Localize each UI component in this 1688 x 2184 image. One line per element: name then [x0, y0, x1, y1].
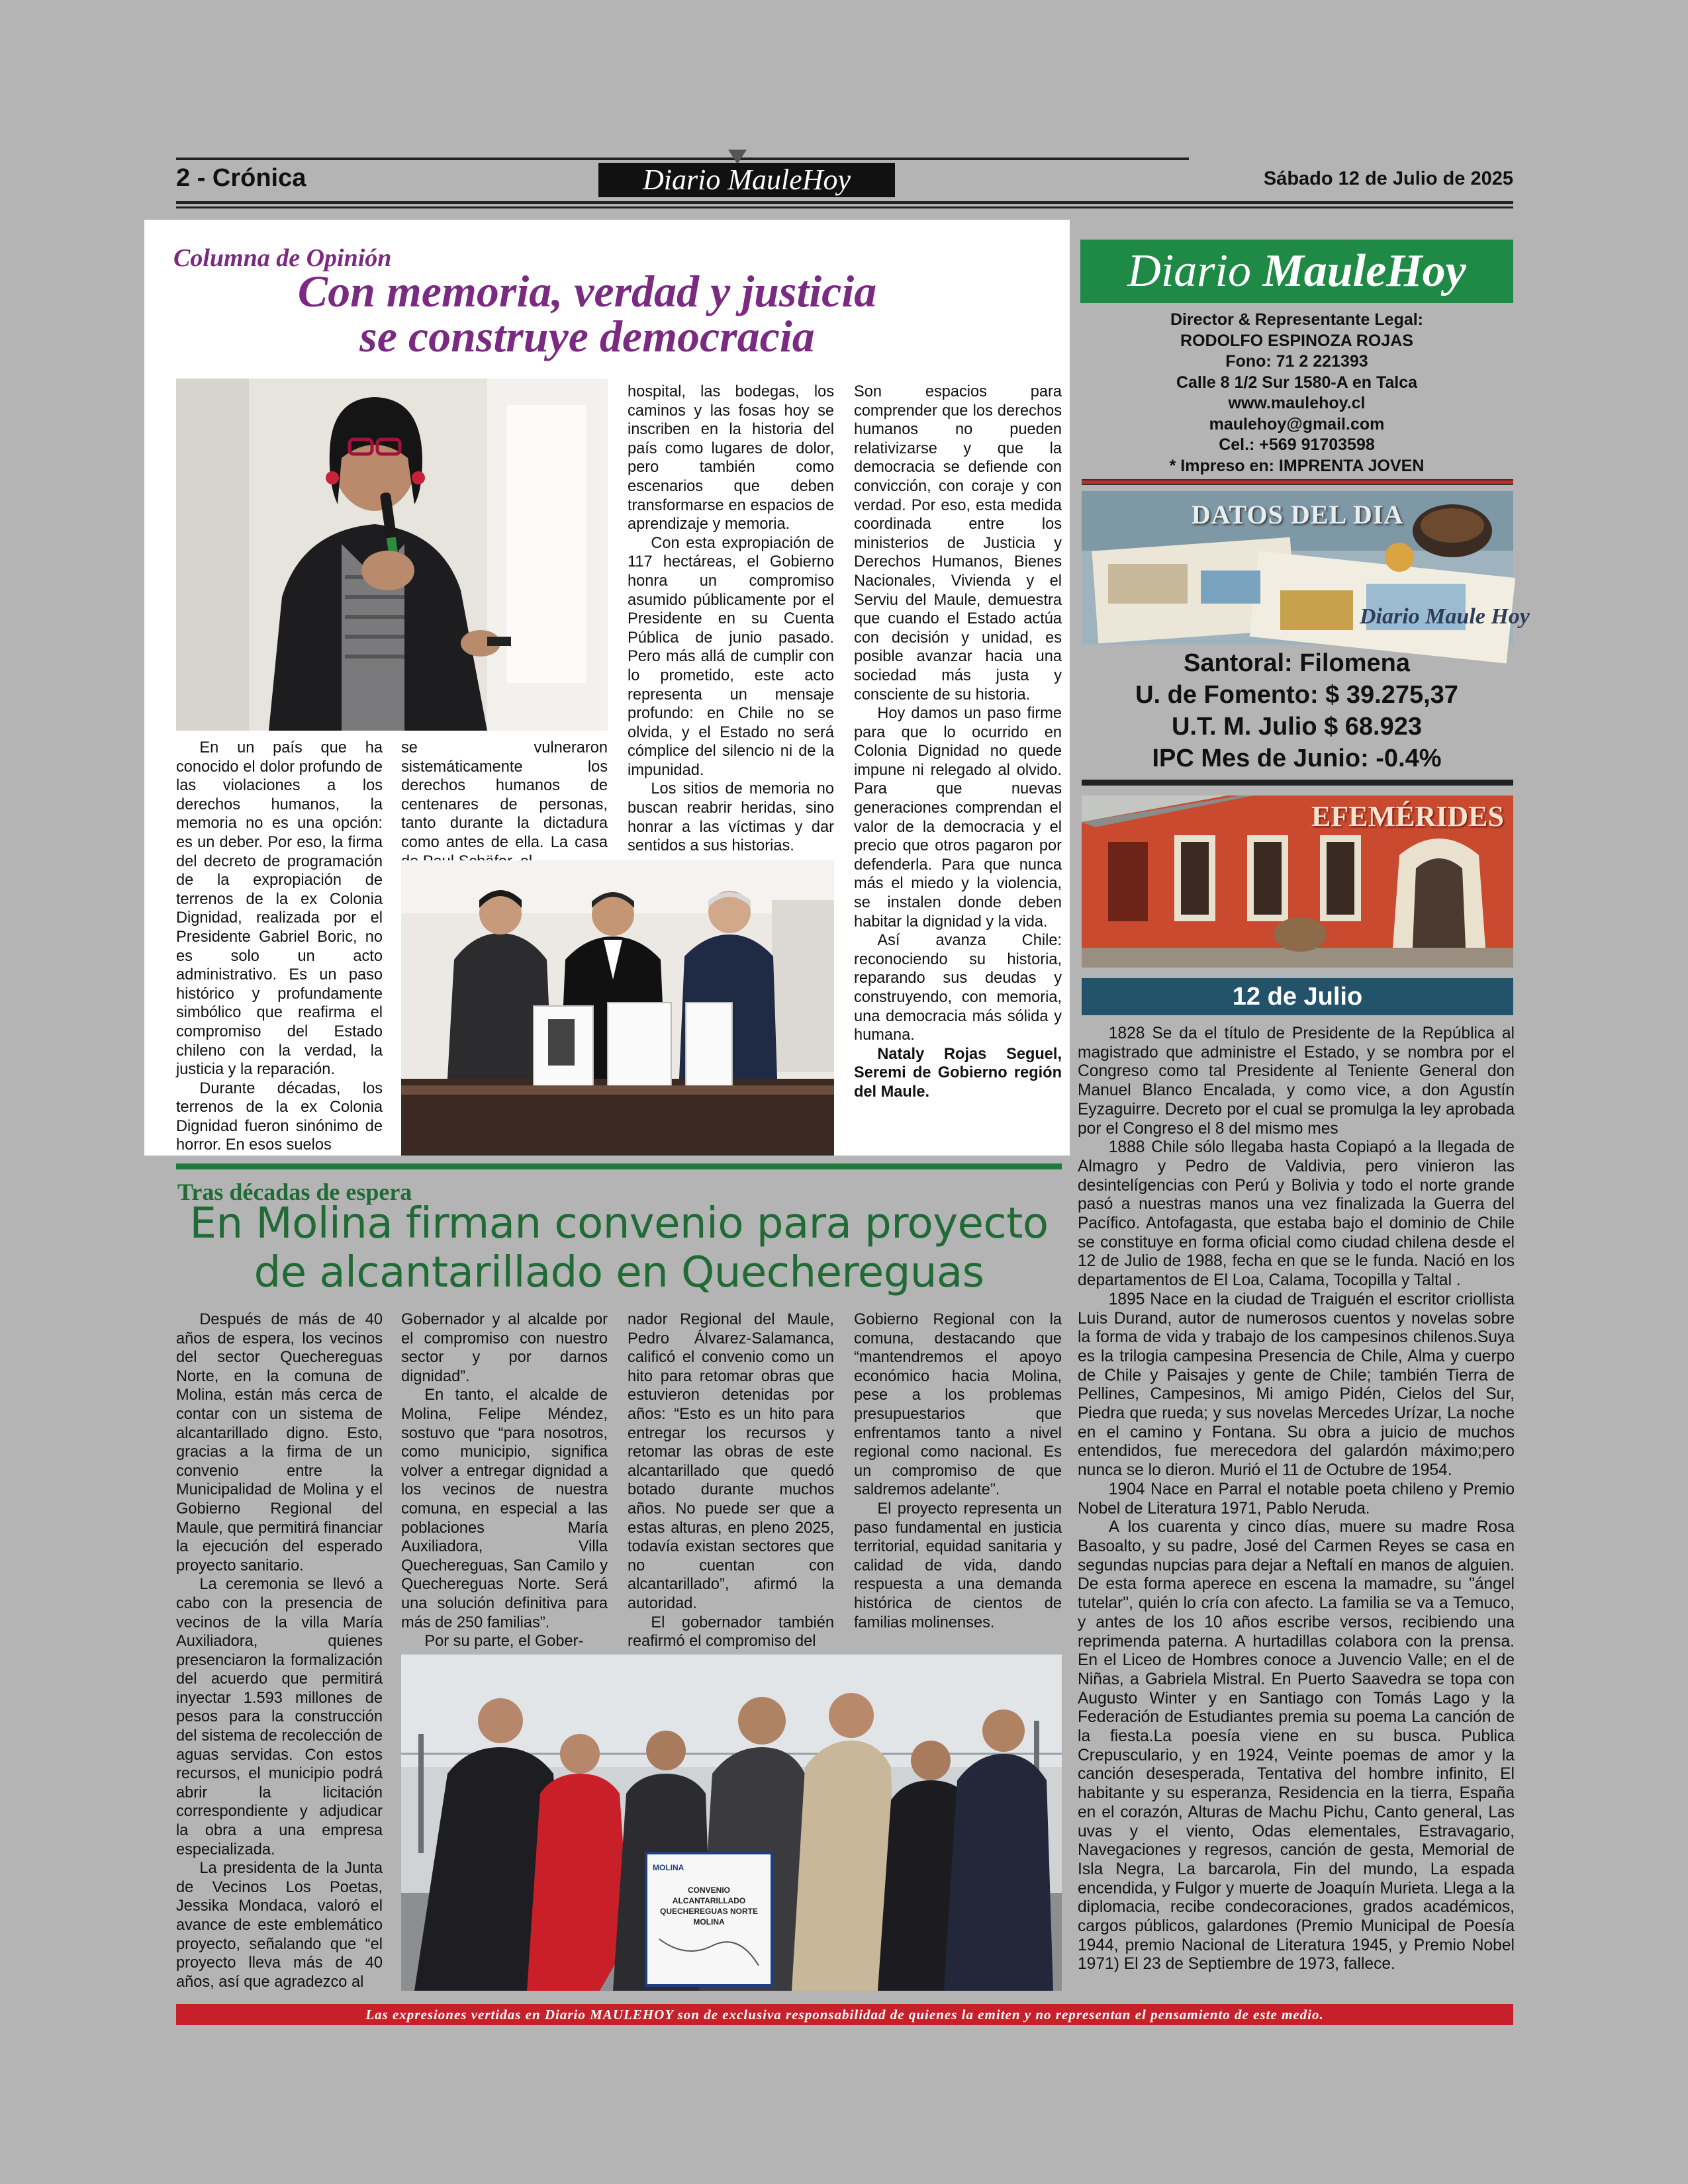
article-column-2: [401, 1310, 608, 1649]
masthead-info: [1080, 310, 1513, 477]
article-paragraph: El gobernador también reafirmó el compromiso del: [628, 1614, 834, 1651]
article-kicker: Tras décadas de espera: [177, 1179, 412, 1205]
opinion-title-line-2: se construye democracia: [359, 311, 815, 361]
masthead-line: RODOLFO ESPINOZA ROJAS: [1180, 331, 1413, 350]
opinion-paragraph: Son espacios para comprender que los derechos humanos no pueden relativizarse y que la democracia se defiende con convicción, con coraje y con verdad. Por eso, esta medida coordinada entre los ministerios de Justicia y Derechos Humanos, Bienes Nacionales, Vivienda y el Serviu del Maule, demuestra que cuando el Estado actúa con decisión y unidad, es posible avanzar hacia una sociedad más justa y consciente de su historia.: [854, 383, 1062, 704]
article-headline-line-1: En Molina firman convenio para proyecto: [189, 1199, 1049, 1248]
efemerides-banner: [1082, 796, 1513, 968]
masthead-line: maulehoy@gmail.com: [1209, 414, 1385, 433]
article-headline-line-2: de alcantarillado en Quechereguas: [254, 1248, 984, 1297]
opinion-paragraph: se vulneraron sistemáticamente los derechos humanos de centenares de personas, tanto durante la dictadura como antes de ella. La casa: [401, 739, 608, 851]
efemeride-item: 1895 Nace en la ciudad de Traiguén el escritor criollista Luis Durand, autor de numerosos cuentos y novelas sobre la forma de vida y trabajo de los campesinos chilenos.Suya es la trilogia campesina Presencia de Chile, Alma y cuerpo de Chile y Paisajes y gente de Chile; también Tierra de Pellines, Campesinos, Mi amigo Pidén, Cielos del Sur, Piedra que rueda; y sus novelas Mercedes Urízar, La noche en el camino y Fontana. Su obra a juicio de muchos entendidos, fue merecedora del galardón máximo;pero nunca se lo dieron. Murió el 11 de Octubre de 1954.: [1078, 1290, 1515, 1480]
section-label: 2 - Crónica: [176, 164, 306, 192]
page-date: Sábado 12 de Julio de 2025: [1263, 168, 1513, 189]
article-paragraph: La ceremonia se llevó a cabo con la presencia de vecinos de la villa María Auxiliadora, quienes presenciaron la formalización del acuerdo que permitirá inyectar 1.593 millones de pesos para la construcción del sistema de recolección de aguas servidas. Con estos recursos, el municipio podrá abrir la licitación correspondiente y adjudicar la obra a una empresa especializada.: [176, 1576, 383, 1858]
signing-ceremony-photo: [401, 860, 834, 1156]
sign-line-3: QUECHEREGUAS NORTE: [659, 1907, 759, 1916]
efemeride-item: 1904 Nace en Parral el notable poeta chileno y Premio Nobel de Literatura 1971, Pablo Neruda.: [1078, 1480, 1515, 1518]
opinion-paragraph: Durante décadas, los terrenos de la ex Colonia Dignidad fueron sinónimo de horror. En esos suelos: [176, 1079, 383, 1154]
masthead-line: Calle 8 1/2 Sur 1580-A en Talca: [1176, 373, 1418, 392]
utm-value: U.T. M. Julio $ 68.923: [1171, 713, 1423, 741]
efemerides-title: EFEMÉRIDES: [1311, 800, 1504, 833]
sidebar-logo-light: Diario: [1127, 246, 1263, 296]
group-photo: [401, 1655, 1062, 1991]
article-column-4: [854, 1310, 1062, 1649]
header-notch: [728, 150, 747, 164]
article-paragraph: Por su parte, el Gober-: [424, 1633, 584, 1651]
opinion-column-3: [628, 383, 834, 855]
masthead-line: Director & Representante Legal:: [1170, 310, 1424, 329]
opinion-column-4: [854, 383, 1062, 1154]
efemeride-item: A los cuarenta y cinco días, muere su madre Rosa Basoalto, y su padre, José del Carmen Reyes se casa en segundas nupcias para dejar a Neftalí en manos de alguien. De esta forma aperece en escena la mamadre, su "ángel tutelar", quién lo cría con afecto. La familia se va a Temuco, y antes de los 10 años escribe versos, recibiendo una reprimenda paterna. A hurtadillas colabora con la prensa. En el Liceo de Hombres conoce a Juvencio Valle; en el de Niñas, a Gabriela Mistral. En Puerto Saavedra se topa con Augusto Winter y en Santiago con Tomás Lago y la Federación de Estudiantes premia su poema La canción de la fiesta.La poesía viene en su busca. Publica Crepusculario, y en 1924, Veinte poemas de amor y la canción desesperada, Tentativa del hombre infinito, El habitante y su esperanza, Residencia en la tierra, España en el corazón, Alturas de Machu Pichu, Canto general, Las uvas y el viento, Odas elementales, Estravagario, Navegaciones y regresos, canción de gesta, Memorial de Isla Negra, La barcarola, Fin del mundo, La espada encendida, y Fulgor y muerte de Joaquín Murieta. Llega a la diplomacia, recibe condecoraciones, grados académicos, cargos públicos, galardones (Premio Municipal de Poesía 1944, premio Nacional de Literatura 1945, y Premio Nobel 1971) El 23 de Septiembre de 1973, fallece.: [1078, 1518, 1515, 1974]
daily-data: [1080, 647, 1513, 774]
header-newspaper-logo: Diario MauleHoy: [598, 163, 895, 197]
opinion-kicker: Columna de Opinión: [173, 244, 392, 272]
opinion-signature: Nataly Rojas Seguel, Seremi de Gobierno región del Maule.: [854, 1045, 1062, 1101]
sign-line-4: MOLINA: [693, 1917, 725, 1927]
header-rule: [176, 201, 1513, 204]
opinion-title: [173, 266, 1001, 361]
disclaimer-footer: Las expresiones vertidas en Diario MAULEHOY son de exclusiva responsabilidad de quienes la emiten y no representan el pensamiento de este medio.: [176, 2004, 1513, 2025]
sidebar-logo-bold: MauleHoy: [1262, 246, 1466, 296]
article-paragraph: La presidenta de la Junta de Vecinos Los Poetas, Jessika Mondaca, valoró el avance de este emblemático proyecto, señalando que “el proyecto lleva más de 40 años, así que agradezco al: [176, 1860, 383, 1991]
opinion-column-2: [401, 739, 608, 860]
sign-line-2: ALCANTARILLADO: [672, 1896, 746, 1905]
header-rule-2: [176, 206, 1513, 208]
efemeride-item: 1888 Chile sólo llegaba hasta Copiapó a la llegada de Almagro y Pedro de Valdivia, pero vinieron las desintelígencias con Perú y Bolivia y todo el norte grande pasó a nuestras manos una vez finalizada la Guerra del Pacífico. Antofagasta, que estaba bajo el dominio de Chile se constituye en forma oficial como ciudad chilena desde el 12 de Julio de 1988, fecha en que se le funda. Nació en los departamentos de El Loa, Calama, Tocopilla y Taltal .: [1078, 1138, 1515, 1290]
datos-del-dia-banner: [1082, 491, 1530, 645]
opinion-paragraph: Hoy damos un paso firme para que lo ocurrido en Colonia Dignidad no quede impune ni relegado al olvido. Para que nuevas generaciones comprendan el valor de la democracia y el precio que otros pagaron por defenderla. Para que nunca más el miedo y la violencia, se instalen donde deben habitar la dignidad y la vida.: [854, 705, 1062, 931]
sign-logo-text: MOLINA: [653, 1863, 684, 1872]
datos-del-dia-title: DATOS DEL DIA: [1191, 500, 1404, 529]
masthead-line: Fono: 71 2 221393: [1225, 352, 1368, 371]
unidad-de-fomento: U. de Fomento: $ 39.275,37: [1135, 681, 1458, 709]
sidebar-red-strip: [1082, 479, 1513, 485]
article-paragraph: nador Regional del Maule, Pedro Álvarez-Salamanca, calificó el convenio como un hito para retomar obras que estuvieron detenidas por años: “Esto es un hito para entregar los recursos y retomar las obras de este alcantarillado que quedó botado durante muchos años. No puede ser que a estas alturas, en pleno 2025, todavía existan sectores que no cuentan con alcantarillado”, afirmó la autoridad.: [628, 1311, 834, 1612]
masthead-line: www.maulehoy.cl: [1228, 394, 1366, 412]
datos-graphic-text: Diario Maule Hoy: [1360, 604, 1530, 629]
sidebar-newspaper-logo: [1080, 240, 1513, 303]
header-top-rule: [176, 158, 1189, 160]
masthead-line: * Impreso en: IMPRENTA JOVEN: [1169, 456, 1425, 475]
opinion-paragraph: hospital, las bodegas, los caminos y las fosas hoy se inscriben en la historia del país como lugares de dolor, pero también como escenarios que deben transformarse en espacios de aprendizaje y memoria.: [628, 383, 834, 533]
sidebar-black-rule: [1082, 780, 1513, 786]
article-paragraph: Gobernador y al alcalde por el compromiso con nuestro sector y por darnos dignidad”.: [401, 1311, 608, 1385]
masthead-line: Cel.: +569 91703598: [1219, 435, 1375, 454]
efemeride-item: 1828 Se da el título de Presidente de la República al magistrado que administre el Estado, y se nombra por el Congreso como tal Presidente al Teniente General don Manuel Blanco Encalada, y como vice, a don Agustín Eyzaguirre. Decreto por el cual se promulga la ley aprobada por el Congreso el 8 del mismo mes: [1078, 1024, 1515, 1138]
santoral: Santoral: Filomena: [1183, 649, 1411, 677]
opinion-paragraph: Así avanza Chile: reconociendo su historia, reparando sus deudas y construyendo, con memoria, una democracia más sólida y humana.: [854, 932, 1062, 1044]
sign-line-1: CONVENIO: [687, 1886, 731, 1895]
ipc-value: IPC Mes de Junio: -0.4%: [1152, 745, 1442, 772]
opinion-paragraph: Los sitios de memoria no buscan reabrir heridas, sino honrar a las víctimas y dar sentidos a sus historias.: [628, 780, 834, 855]
portrait-photo: [176, 379, 608, 731]
efemerides-text: [1078, 1024, 1515, 1991]
opinion-paragraph: En un país que ha conocido el dolor profundo de las violaciones a los derechos humanos, la memoria no es una opción: es un deber. Por eso, la firma del decreto de programación de la expropiación de terrenos de la ex Colonia Dignidad, realizada por el Presidente Gabriel Boric, no es solo un acto administrativo. Es un paso histórico y profundamente simbólico que reafirma el compromiso del Estado chileno con la verdad, la justicia y la reparación.: [176, 739, 383, 1079]
article-column-3: [628, 1310, 834, 1649]
article-divider-rule: [176, 1163, 1062, 1169]
article-paragraph: El proyecto representa un paso fundamental en justicia territorial, equidad sanitaria y calidad de vida, dando respuesta a una demanda histórica de cientos de familias molinenses.: [854, 1500, 1062, 1631]
opinion-column-1: [176, 739, 383, 1154]
opinion-title-line-1: Con memoria, verdad y justicia: [297, 266, 877, 316]
article-paragraph: En tanto, el alcalde de Molina, Felipe Méndez, sostuvo que “para nosotros, como municipio, significa volver a entregar dignidad a los vecinos de nuestra comuna, en especial a las poblaciones María Auxiliadora, Villa Quechereguas, San Camilo y Quechereguas Norte. Será una solución definitiva para más de 250 familias”.: [401, 1387, 608, 1631]
opinion-paragraph: Con esta expropiación de 117 hectáreas, el Gobierno honra un compromiso asumido públicamente por el Presidente en su Cuenta Pública de junio pasado. Pero más allá de cumplir con lo prometido, este acto representa un mensaje profundo: en Chile no se olvida, y el Estado no será cómplice del silencio ni de la impunidad.: [628, 534, 834, 779]
article-paragraph: Gobierno Regional con la comuna, destacando que “mantendremos el apoyo económico hacia Molina, pese a los problemas presupuestarios que enfrentamos tanto a nivel regional como nacional. Es un compromiso de que saldremos adelante”.: [854, 1311, 1062, 1499]
efemerides-date-header: 12 de Julio: [1082, 978, 1513, 1015]
article-headline: [176, 1199, 1062, 1297]
article-paragraph: Después de más de 40 años de espera, los vecinos del sector Quechereguas Norte, en la comuna de Molina, están más cerca de contar con un sistema de alcantarillado digno. Esto, gracias a la firma de un convenio entre la Municipalidad de Molina y el Gobierno Regional del Maule, que permitirá financiar la ejecución del esperado proyecto sanitario.: [176, 1311, 383, 1574]
article-column-1: [176, 1310, 383, 1991]
